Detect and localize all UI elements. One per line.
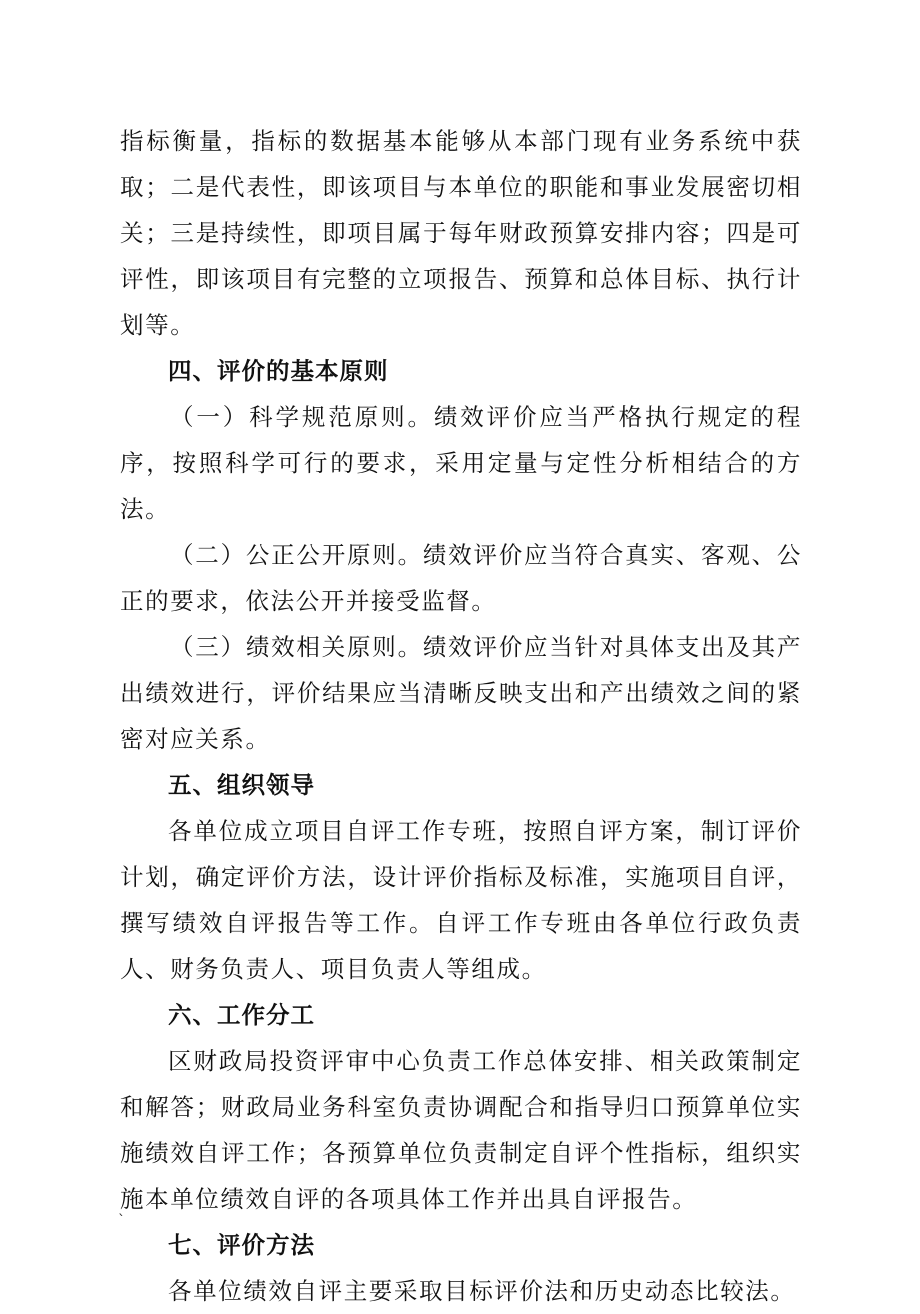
paragraph-method: 各单位绩效自评主要采取目标评价法和历史动态比较法。 bbox=[168, 1277, 796, 1305]
paragraph-continuation: 指标衡量，指标的数据基本能够从本部门现有业务系统中获取；二是代表性，即该项目与本单位的职能和事业发展密切相关；三是持续性，即项目属于每年财政预算安排内容；四是可评性，即该项目有完整的立项报告、预算和总体目标、执行计划等。 bbox=[120, 127, 802, 339]
paragraph-leadership: 各单位成立项目自评工作专班，按照自评方案，制订评价计划，确定评价方法，设计评价指标及标准，实施项目自评，撰写绩效自评报告等工作。自评工作专班由各单位行政负责人、财务负责人、项目负责人等组成。 bbox=[120, 817, 802, 983]
section-heading-division: 六、工作分工 bbox=[168, 1001, 315, 1029]
section-heading-leadership: 五、组织领导 bbox=[168, 771, 315, 799]
paragraph-principle-1: （一）科学规范原则。绩效评价应当严格执行规定的程序，按照科学可行的要求，采用定量与定性分析相结合的方法。 bbox=[120, 403, 802, 523]
paragraph-principle-3: （三）绩效相关原则。绩效评价应当针对具体支出及其产出绩效进行，评价结果应当清晰反映支出和产出绩效之间的紧密对应关系。 bbox=[120, 633, 802, 753]
section-heading-principles: 四、评价的基本原则 bbox=[168, 357, 389, 385]
document-body bbox=[120, 118, 802, 1314]
paragraph-principle-2: （二）公正公开原则。绩效评价应当符合真实、客观、公正的要求，依法公开并接受监督。 bbox=[120, 541, 802, 615]
paragraph-division: 区财政局投资评审中心负责工作总体安排、相关政策制定和解答；财政局业务科室负责协调配合和指导归口预算单位实施绩效自评工作；各预算单位负责制定自评个性指标，组织实施本单位绩效自评的各项具体工作并出具自评报告。 bbox=[120, 1047, 802, 1213]
footer-mark: ` bbox=[118, 1213, 125, 1229]
section-heading-method: 七、评价方法 bbox=[168, 1231, 315, 1259]
